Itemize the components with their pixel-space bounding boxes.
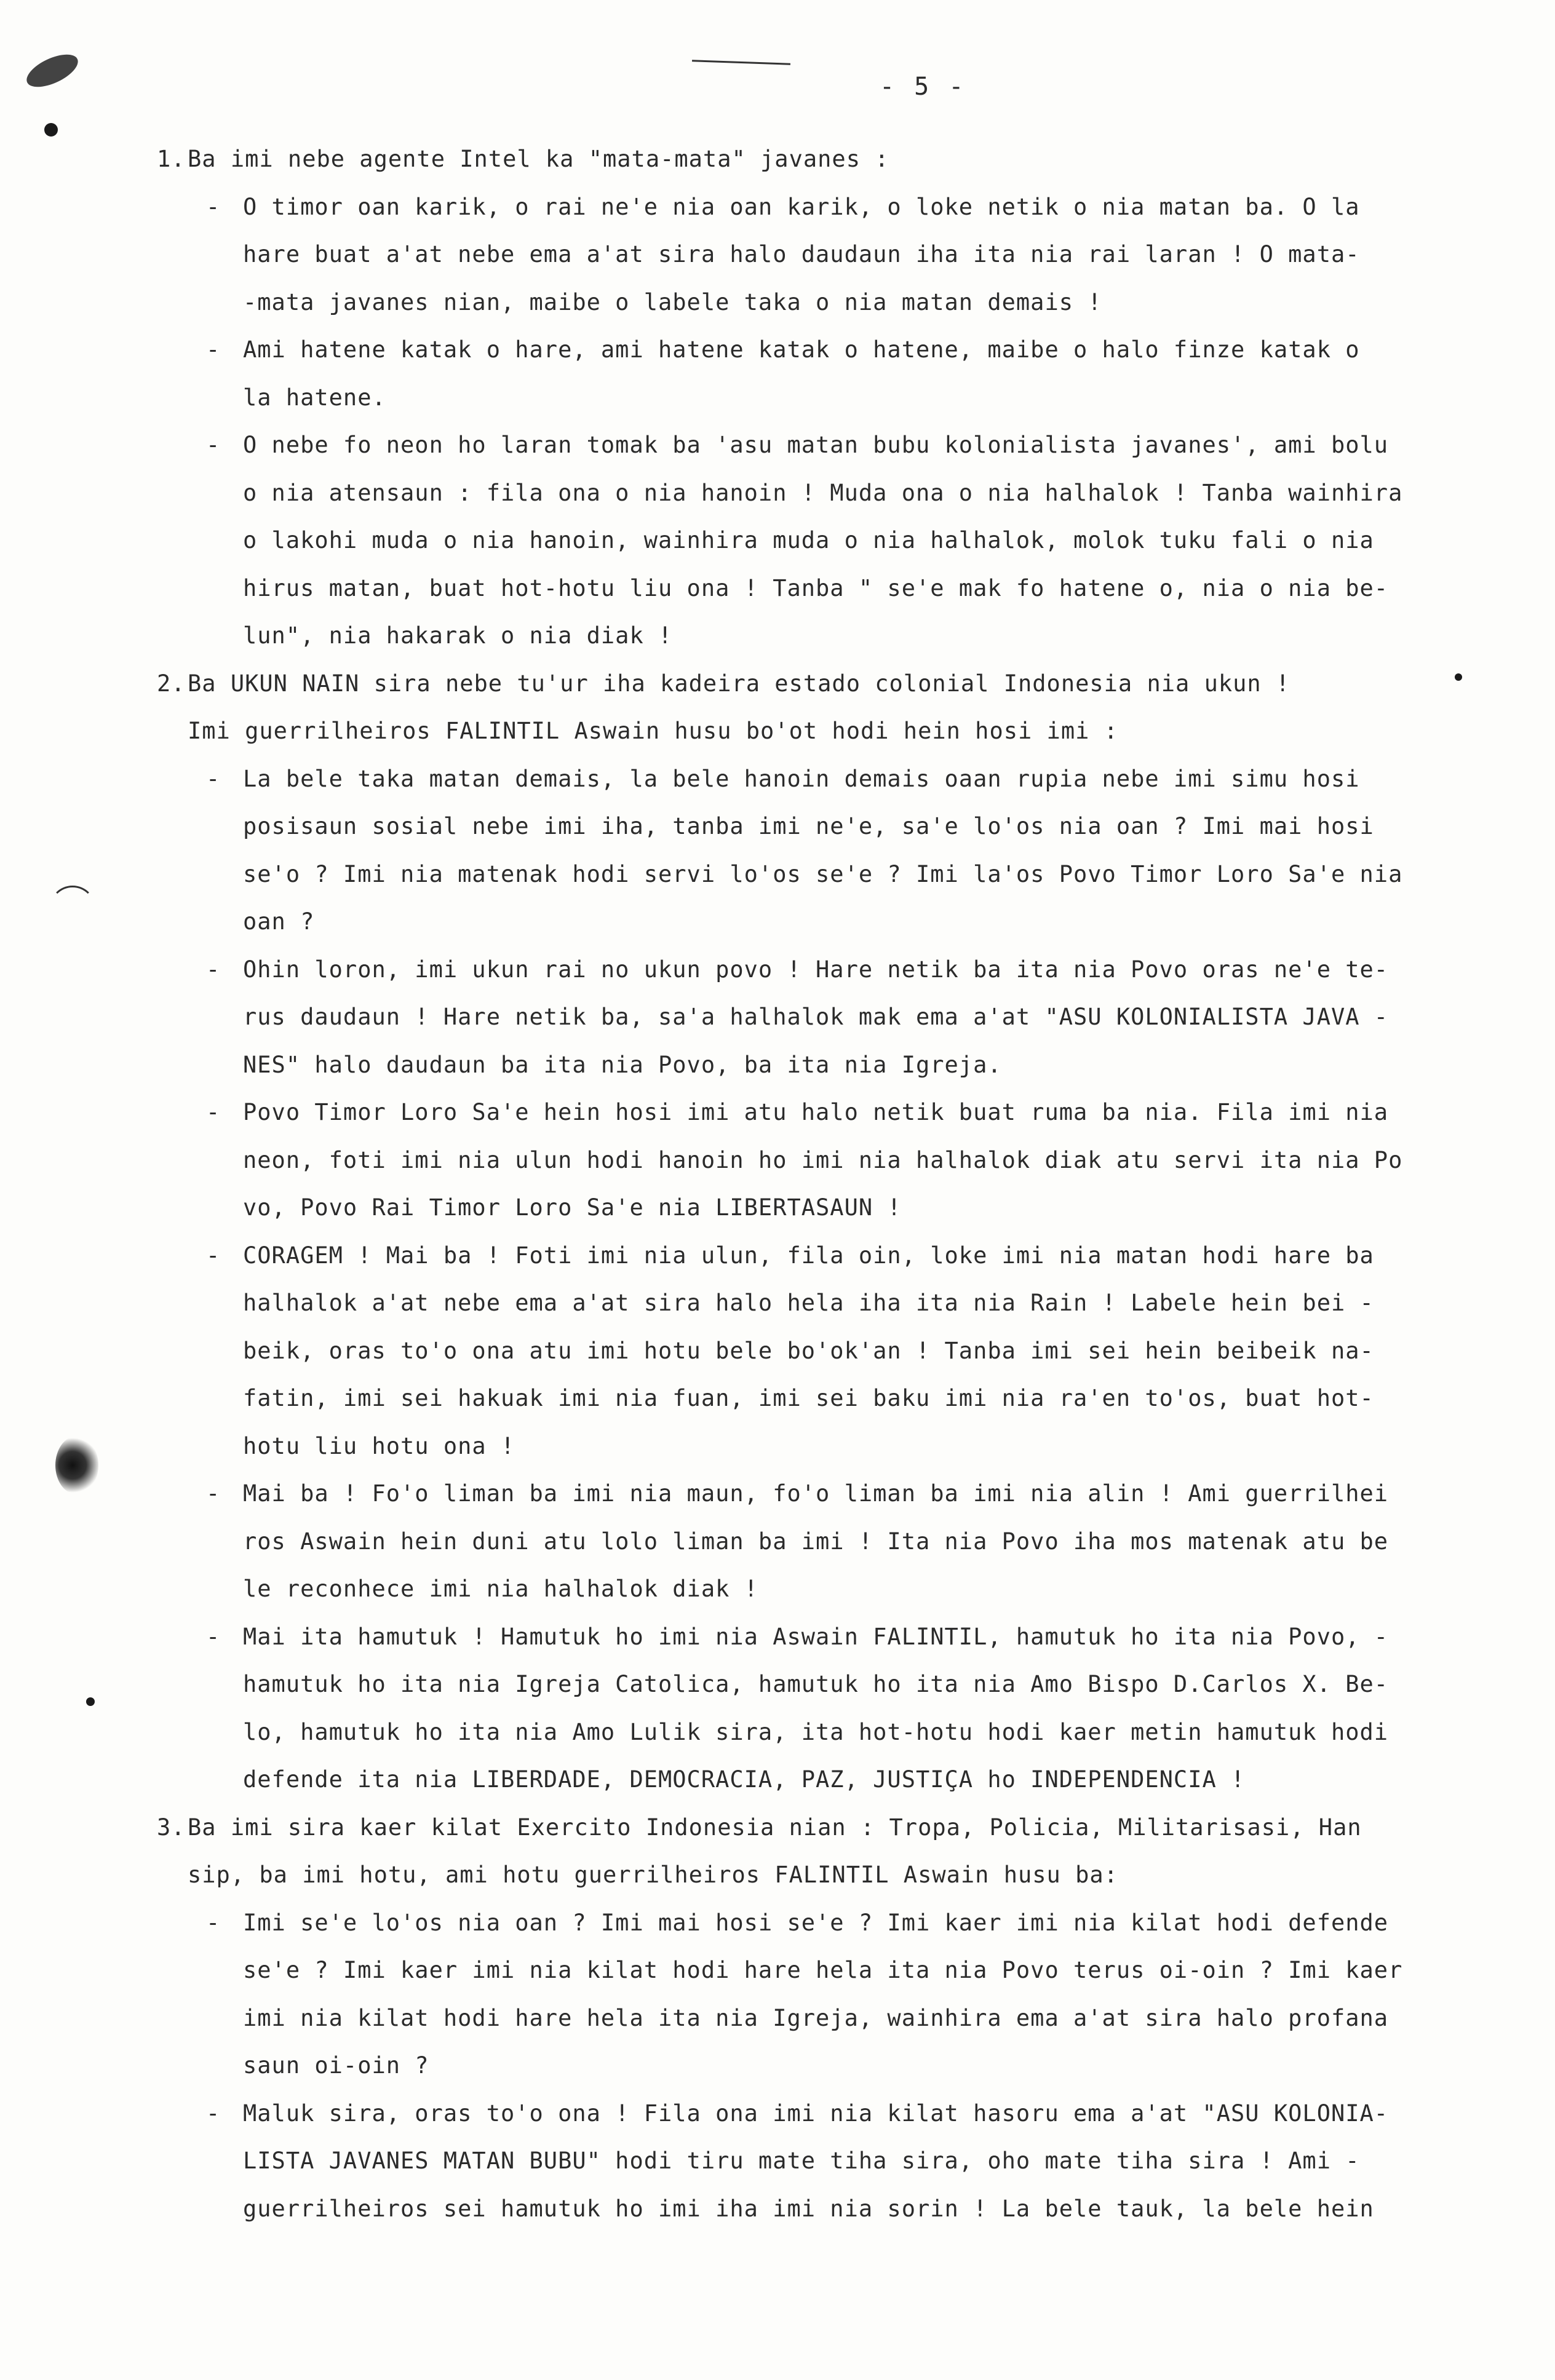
text-line: posisaun sosial nebe imi iha, tanba imi ne'e, sa'e lo'os nia oan ? Imi mai hosi	[243, 813, 1374, 839]
section-heading-text: sip, ba imi hotu, ami hotu guerrilheiros FALINTIL Aswain husu ba:	[188, 1862, 1118, 1888]
arc-mark	[49, 886, 96, 932]
list-item	[157, 421, 1498, 660]
text-line: Ami hatene katak o hare, ami hatene katak o hatene, maibe o halo finze katak o	[243, 336, 1360, 363]
dash-bullet: -	[206, 1623, 221, 1650]
list-item	[157, 1470, 1498, 1613]
page-number: - 5 -	[880, 73, 966, 101]
text-line: -mata javanes nian, maibe o labele taka o nia matan demais !	[243, 288, 1102, 315]
text-line: Ohin loron, imi ukun rai no ukun povo ! Hare netik ba ita nia Povo oras ne'e te-	[243, 956, 1389, 983]
dash-bullet: -	[206, 1242, 221, 1269]
section-number: 2.	[157, 670, 186, 697]
text-line: le reconhece imi nia halhalok diak !	[243, 1576, 758, 1602]
text-line: hare buat a'at nebe ema a'at sira halo daudaun iha ita nia rai laran ! O mata-	[243, 241, 1360, 268]
section-1	[157, 135, 1498, 660]
text-line: la hatene.	[243, 384, 386, 411]
text-line: Mai ita hamutuk ! Hamutuk ho imi nia Aswain FALINTIL, hamutuk ho ita nia Povo, -	[243, 1623, 1389, 1650]
section-heading-text: Ba imi sira kaer kilat Exercito Indonesia nian : Tropa, Policia, Militarisasi, Han	[188, 1814, 1362, 1841]
text-line: defende ita nia LIBERDADE, DEMOCRACIA, PAZ, JUSTIÇA ho INDEPENDENCIA !	[243, 1766, 1246, 1793]
text-line: Mai ba ! Fo'o liman ba imi nia maun, fo'o liman ba imi nia alin ! Ami guerrilhei	[243, 1480, 1389, 1507]
text-line: Maluk sira, oras to'o ona ! Fila ona imi nia kilat hasoru ema a'at "ASU KOLONIA-	[243, 2100, 1389, 2127]
section-number: 1.	[157, 146, 186, 172]
text-line: hotu liu hotu ona !	[243, 1432, 515, 1459]
section-heading-text: Ba UKUN NAIN sira nebe tu'ur iha kadeira estado colonial Indonesia nia ukun !	[188, 670, 1291, 697]
text-line: o nia atensaun : fila ona o nia hanoin ! Muda ona o nia halhalok ! Tanba wainhira	[243, 479, 1403, 506]
dash-bullet: -	[206, 336, 221, 363]
text-line: o lakohi muda o nia hanoin, wainhira muda o nia halhalok, molok tuku fali o nia	[243, 527, 1374, 553]
section-2	[157, 660, 1498, 1804]
section-heading-text: Imi guerrilheiros FALINTIL Aswain husu bo'ot hodi hein hosi imi :	[188, 718, 1118, 744]
text-line: saun oi-oin ?	[243, 2052, 429, 2079]
list-item	[157, 1613, 1498, 1804]
dash-bullet: -	[206, 1099, 221, 1125]
dash-bullet: -	[206, 2100, 221, 2127]
letter-body	[157, 135, 1498, 2232]
dash-bullet: -	[206, 1909, 221, 1936]
text-line: vo, Povo Rai Timor Loro Sa'e nia LIBERTASAUN !	[243, 1194, 902, 1221]
text-line: LISTA JAVANES MATAN BUBU" hodi tiru mate tiha sira, oho mate tiha sira ! Ami -	[243, 2148, 1360, 2174]
text-line: fatin, imi sei hakuak imi nia fuan, imi sei baku imi nia ra'en to'os, buat hot-	[243, 1385, 1374, 1411]
text-line: guerrilheiros sei hamutuk ho imi iha imi nia sorin ! La bele tauk, la bele hein	[243, 2195, 1374, 2222]
section-3	[157, 1804, 1498, 2233]
list-item	[157, 2090, 1498, 2233]
text-line: CORAGEM ! Mai ba ! Foti imi nia ulun, fila oin, loke imi nia matan hodi hare ba	[243, 1242, 1374, 1269]
dash-bullet: -	[206, 432, 221, 458]
section-number: 3.	[157, 1814, 186, 1841]
text-line: neon, foti imi nia ulun hodi hanoin ho imi nia halhalok diak atu servi ita nia Po	[243, 1146, 1403, 1173]
section-heading-text: Ba imi nebe agente Intel ka "mata-mata" javanes :	[188, 146, 889, 172]
text-line: ros Aswain hein duni atu lolo liman ba imi ! Ita nia Povo iha mos matenak atu be	[243, 1528, 1389, 1555]
ink-smudge-top-left	[22, 48, 82, 93]
text-line: lo, hamutuk ho ita nia Amo Lulik sira, ita hot-hotu hodi kaer metin hamutuk hodi	[243, 1718, 1389, 1745]
list-item	[157, 755, 1498, 946]
section-heading	[157, 135, 1498, 183]
text-line: O timor oan karik, o rai ne'e nia oan karik, o loke netik o nia matan ba. O la	[243, 193, 1360, 220]
ink-dot-top-left	[44, 123, 58, 137]
list-item	[157, 183, 1498, 327]
text-line: rus daudaun ! Hare netik ba, sa'a halhalok mak ema a'at "ASU KOLONIALISTA JAVA -	[243, 1004, 1389, 1030]
text-line: oan ?	[243, 908, 315, 935]
text-line: beik, oras to'o ona atu imi hotu bele bo'ok'an ! Tanba imi sei hein beibeik na-	[243, 1337, 1374, 1364]
pen-scratch-top	[692, 60, 790, 65]
text-line: se'o ? Imi nia matenak hodi servi lo'os se'e ? Imi la'os Povo Timor Loro Sa'e nia	[243, 860, 1403, 887]
section-heading	[157, 1804, 1498, 1852]
text-line: La bele taka matan demais, la bele hanoin demais oaan rupia nebe imi simu hosi	[243, 765, 1360, 792]
dash-bullet: -	[206, 956, 221, 983]
text-line: Imi se'e lo'os nia oan ? Imi mai hosi se'e ? Imi kaer imi nia kilat hodi defende	[243, 1909, 1389, 1936]
text-line: halhalok a'at nebe ema a'at sira halo hela iha ita nia Rain ! Labele hein bei -	[243, 1290, 1374, 1316]
punch-hole-mark	[55, 1436, 98, 1494]
dash-bullet: -	[206, 765, 221, 792]
text-line: NES" halo daudaun ba ita nia Povo, ba ita nia Igreja.	[243, 1051, 1002, 1078]
list-item	[157, 946, 1498, 1089]
ink-dot-left	[86, 1697, 95, 1706]
text-line: hirus matan, buat hot-hotu liu ona ! Tanba " se'e mak fo hatene o, nia o nia be-	[243, 574, 1389, 601]
text-line: Povo Timor Loro Sa'e hein hosi imi atu halo netik buat ruma ba nia. Fila imi nia	[243, 1099, 1389, 1125]
list-item	[157, 1899, 1498, 2090]
section-heading	[157, 660, 1498, 708]
list-item	[157, 1089, 1498, 1232]
dash-bullet: -	[206, 1480, 221, 1507]
dash-bullet: -	[206, 193, 221, 220]
list-item	[157, 1232, 1498, 1470]
text-line: lun", nia hakarak o nia diak !	[243, 622, 673, 649]
text-line: hamutuk ho ita nia Igreja Catolica, hamutuk ho ita nia Amo Bispo D.Carlos X. Be-	[243, 1671, 1389, 1697]
section-heading-continued	[157, 1851, 1498, 1899]
text-line: se'e ? Imi kaer imi nia kilat hodi hare hela ita nia Povo terus oi-oin ? Imi kaer	[243, 1957, 1403, 1983]
text-line: imi nia kilat hodi hare hela ita nia Igreja, wainhira ema a'at sira halo profana	[243, 2004, 1389, 2031]
list-item	[157, 326, 1498, 421]
text-line: O nebe fo neon ho laran tomak ba 'asu matan bubu kolonialista javanes', ami bolu	[243, 432, 1389, 458]
section-heading-continued	[157, 707, 1498, 755]
